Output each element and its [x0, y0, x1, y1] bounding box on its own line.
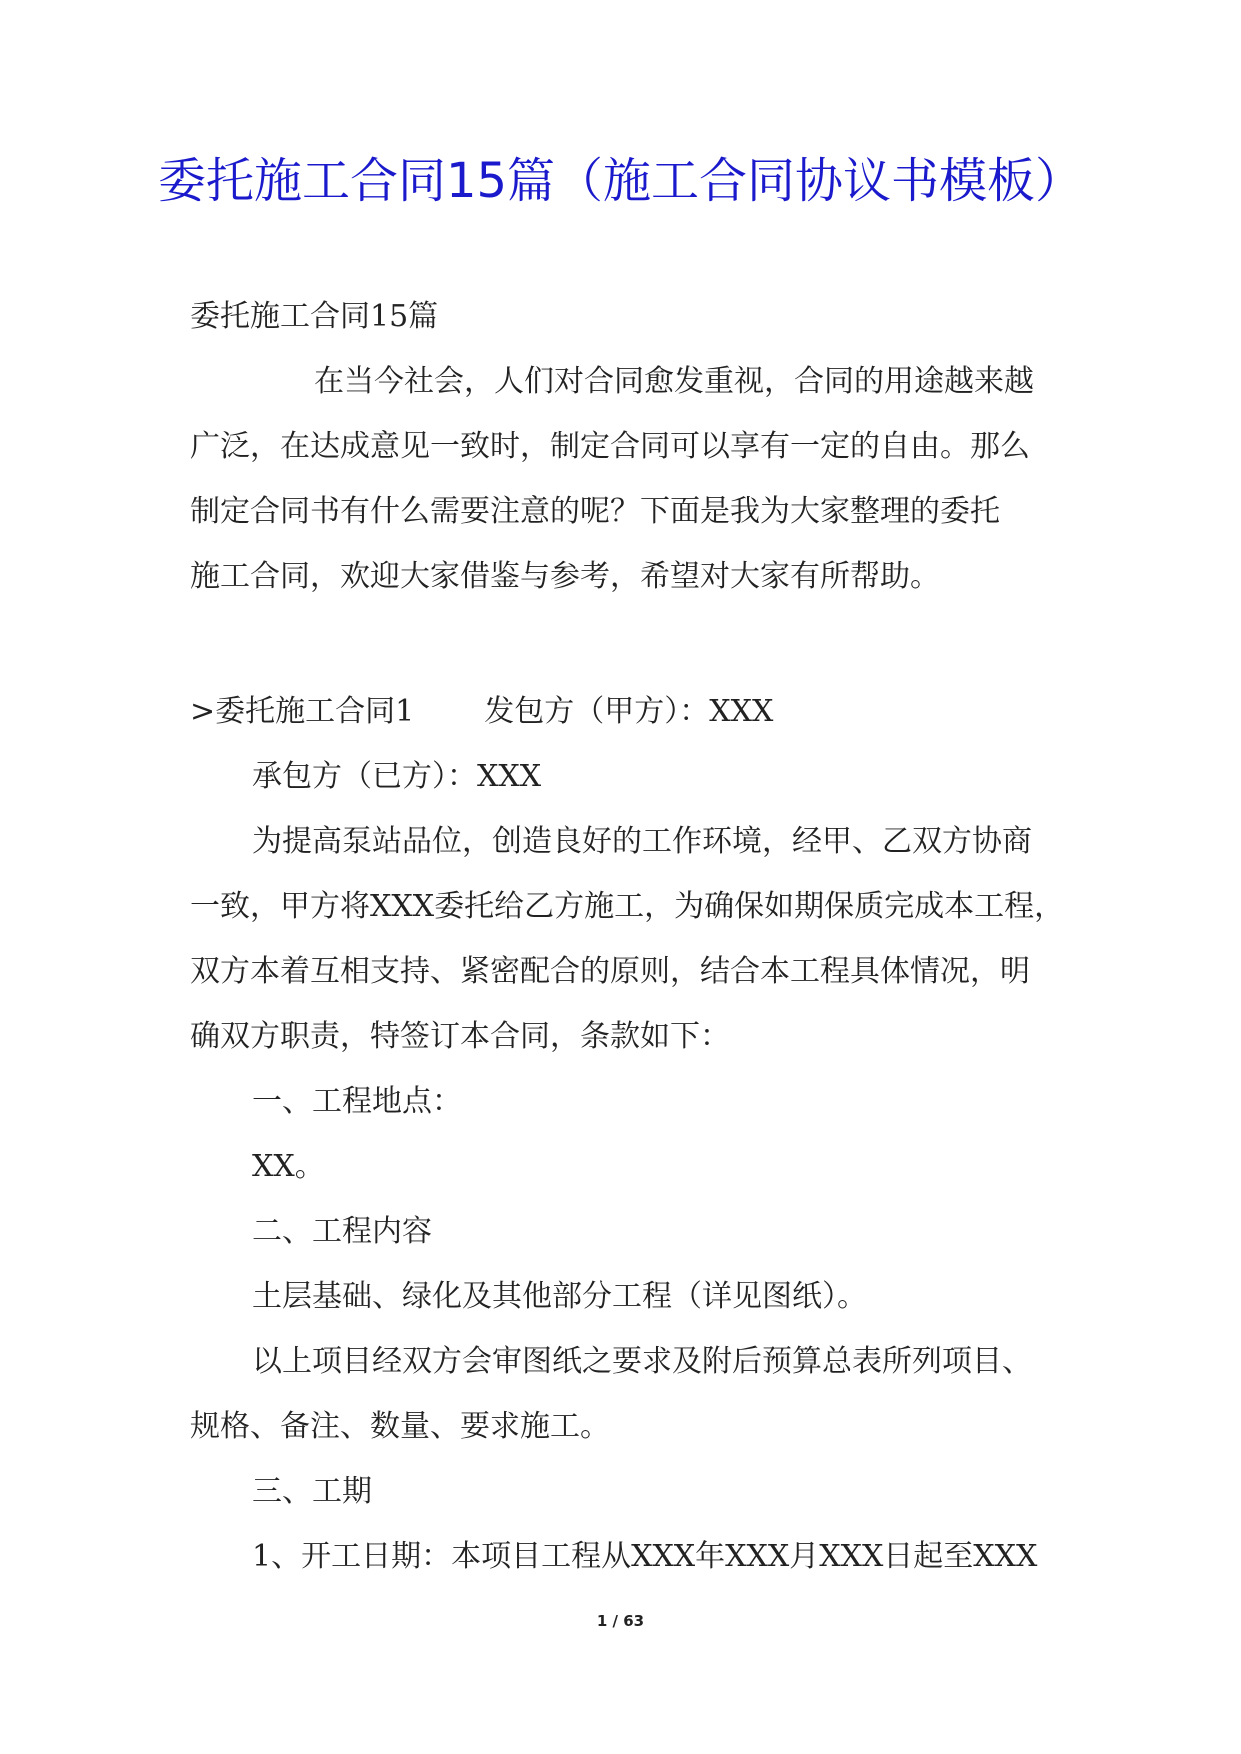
page-number: 1 / 63	[596, 1612, 645, 1630]
subtitle: 委托施工合同15篇	[190, 299, 439, 334]
document-title: 委托施工合同15篇（施工合同协议书模板）	[157, 153, 1084, 209]
intro-line-1: 在当今社会，人们对合同愈发重视，合同的用途越来越	[314, 364, 1034, 399]
purpose-line-2: 一致，甲方将XXX委托给乙方施工，为确保如期保质完成本工程，	[190, 889, 1065, 924]
intro-line-4: 施工合同，欢迎大家借鉴与参考，希望对大家有所帮助。	[190, 559, 940, 594]
intro-line-3: 制定合同书有什么需要注意的呢？下面是我为大家整理的委托	[190, 494, 1000, 529]
item1-value: XX。	[252, 1149, 325, 1184]
party-b: 承包方（已方）：XXX	[252, 759, 542, 794]
item3-line-1: 1、开工日期：本项目工程从XXX年XXX月XXX日起至XXX	[252, 1539, 1038, 1574]
purpose-line-3: 双方本着互相支持、紧密配合的原则，结合本工程具体情况，明	[190, 954, 1030, 989]
party-a: 发包方（甲方）：XXX	[484, 694, 774, 729]
item3-heading: 三、工期	[252, 1474, 372, 1509]
scope-line-2: 规格、备注、数量、要求施工。	[190, 1409, 610, 1444]
item1-heading: 一、工程地点：	[252, 1084, 462, 1119]
purpose-line-1: 为提高泵站品位，创造良好的工作环境，经甲、乙双方协商	[252, 824, 1032, 859]
section-heading-line	[190, 679, 1060, 744]
document-body	[190, 284, 1065, 1589]
item2-heading: 二、工程内容	[252, 1214, 432, 1249]
section-heading: >委托施工合同1	[190, 694, 415, 729]
item2-value: 土层基础、绿化及其他部分工程（详见图纸）。	[252, 1279, 867, 1314]
intro-line-2: 广泛，在达成意见一致时，制定合同可以享有一定的自由。那么	[190, 429, 1030, 464]
scope-line-1: 以上项目经双方会审图纸之要求及附后预算总表所列项目、	[252, 1344, 1032, 1379]
purpose-line-4: 确双方职责，特签订本合同，条款如下：	[190, 1019, 730, 1054]
